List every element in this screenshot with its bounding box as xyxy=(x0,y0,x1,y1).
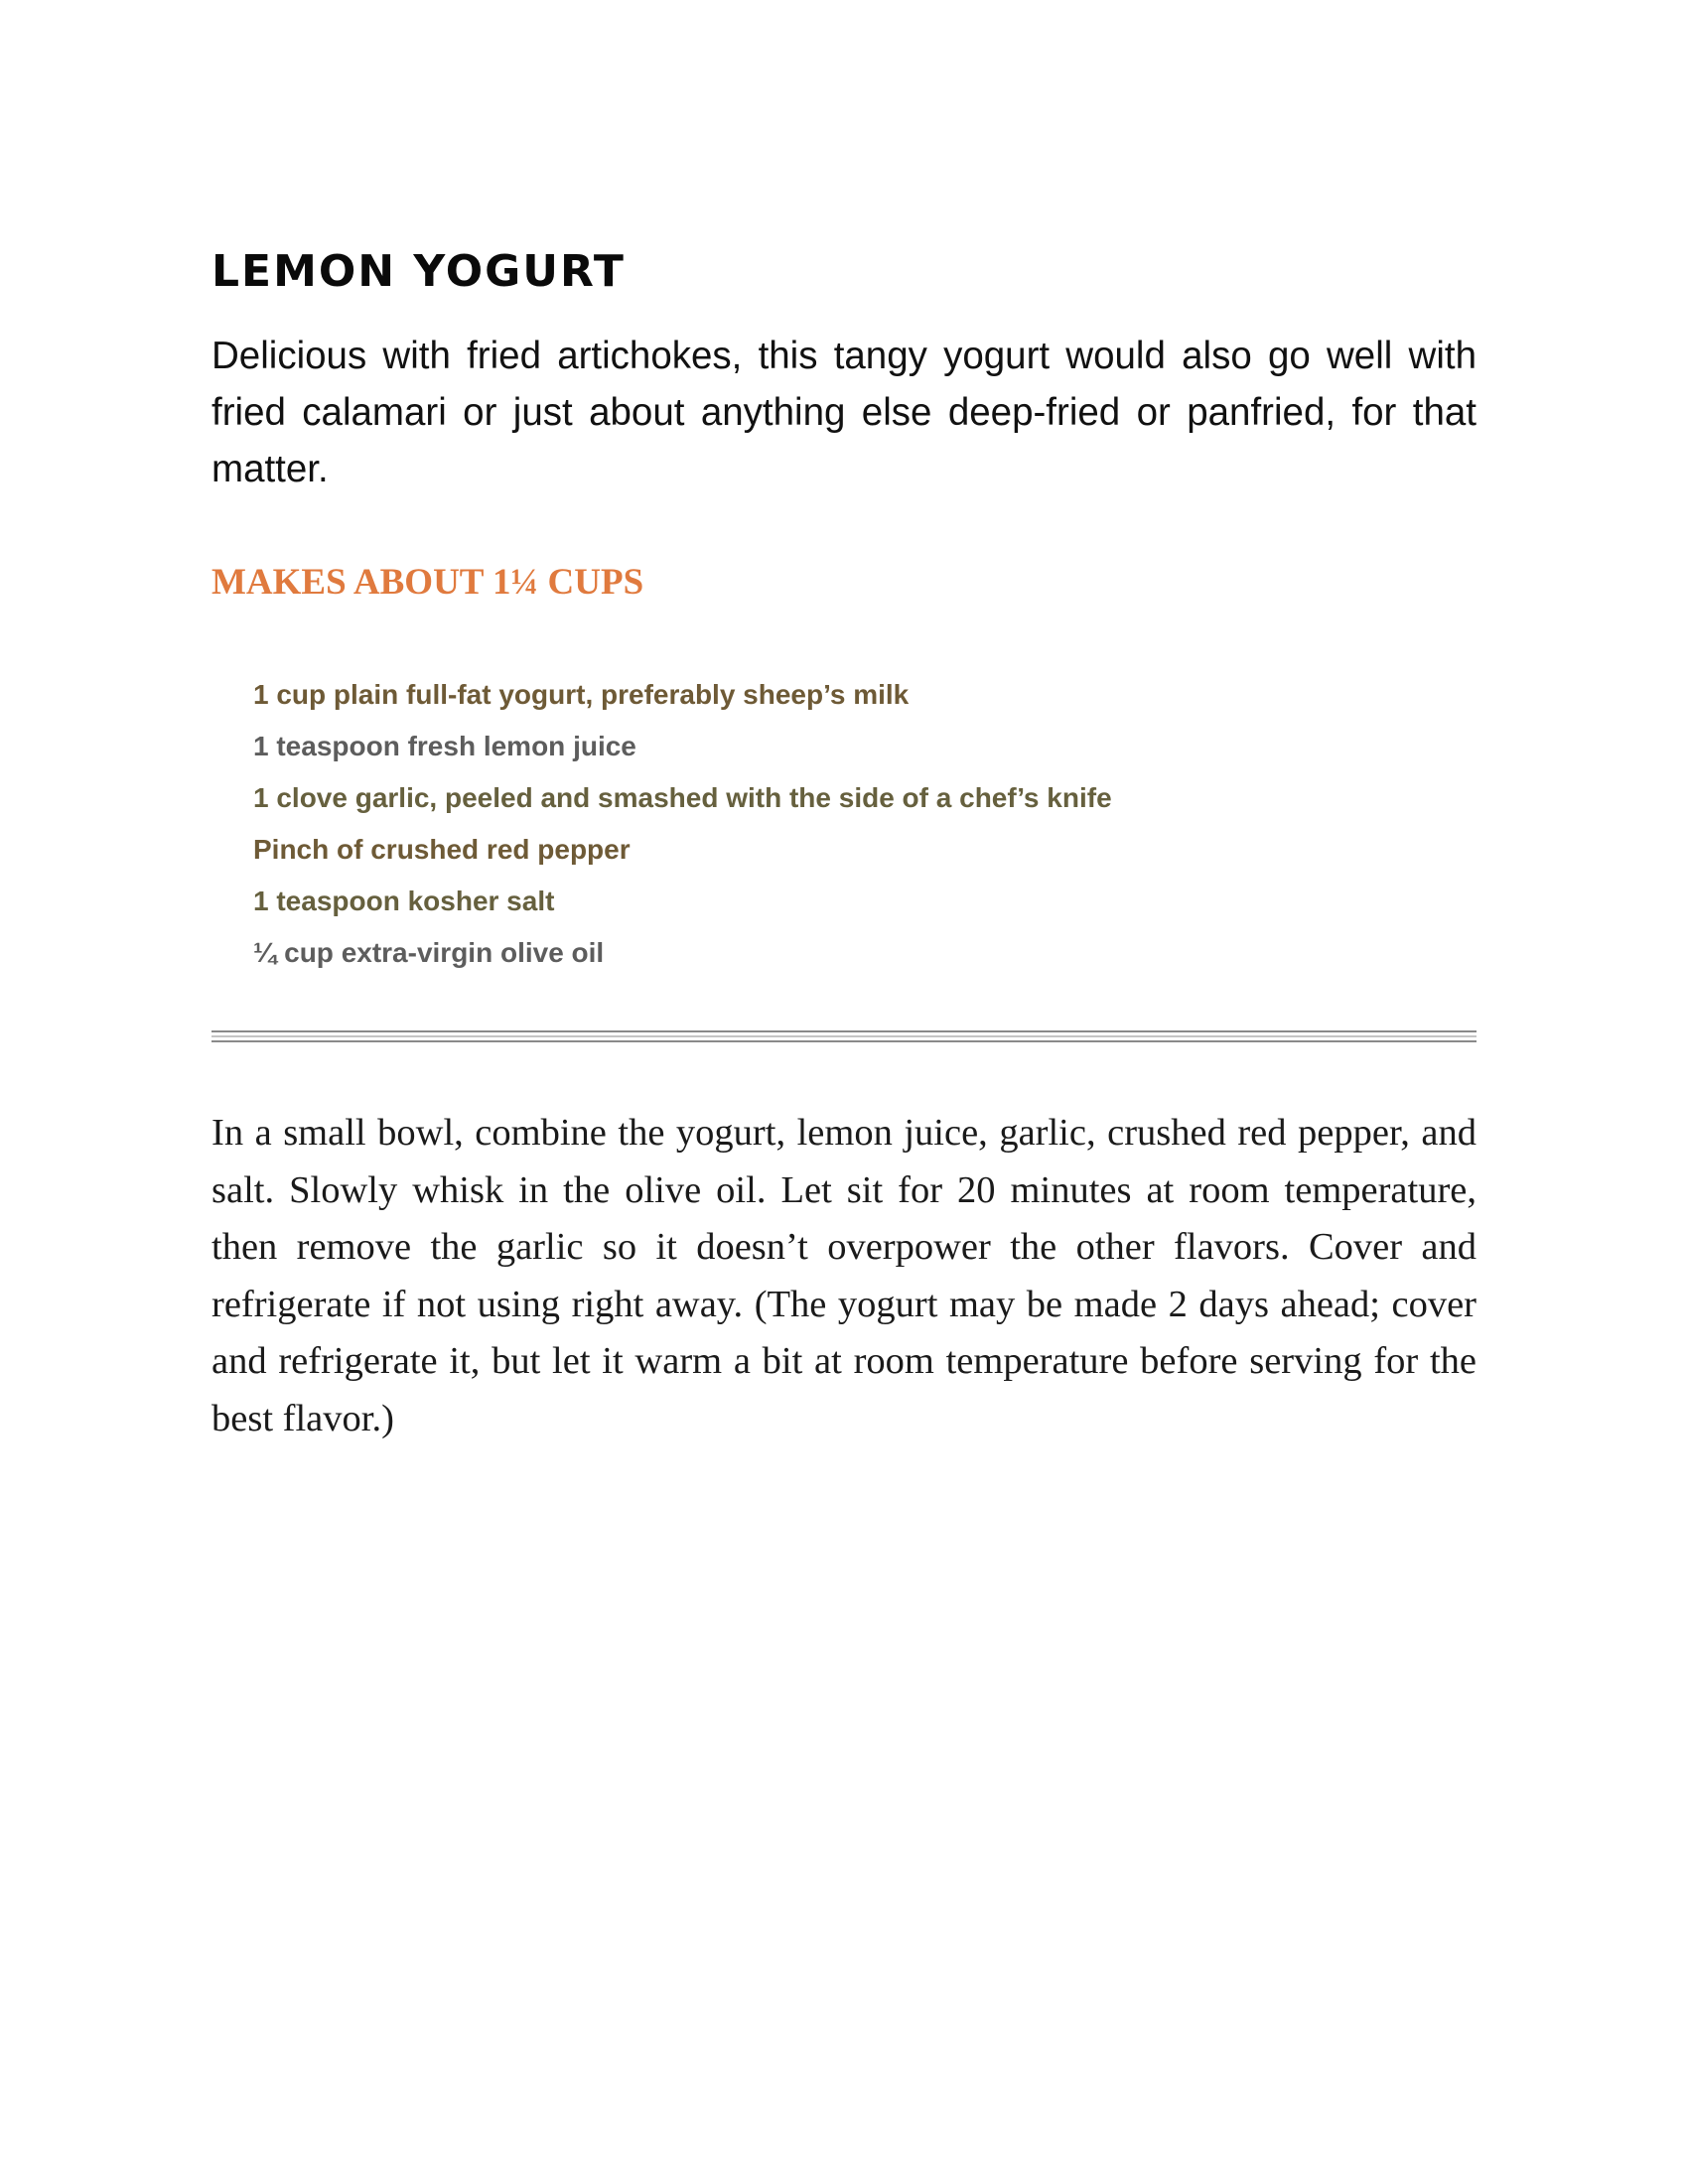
recipe-yield: MAKES ABOUT 1¼ CUPS xyxy=(211,562,644,603)
ingredient-list xyxy=(253,669,1112,979)
divider-line xyxy=(211,1030,1477,1032)
divider-line xyxy=(211,1035,1477,1037)
ingredient-item: 1 teaspoon kosher salt xyxy=(253,886,555,916)
recipe-method: In a small bowl, combine the yogurt, lemon juice, garlic, crushed red pepper, and salt. Slowly whisk in the olive oil. Let sit for 20 minutes at room temperature, then remove the garlic so it doesn’t overpower the other flavors. Cover and refrigerate if not using right away. (The yogurt may be made 2 days ahead; cover and refrigerate it, but let it warm a bit at room temperature before serving for the best flavor.) xyxy=(211,1112,1477,1439)
ingredient-item: 1 clove garlic, peeled and smashed with the side of a chef’s knife xyxy=(253,782,1112,813)
ingredient-item: 1 cup plain full-fat yogurt, preferably sheep’s milk xyxy=(253,679,910,710)
divider-line xyxy=(211,1040,1477,1042)
ingredient-item: 1 teaspoon fresh lemon juice xyxy=(253,731,636,761)
recipe-title: LEMON YOGURT xyxy=(211,246,626,297)
recipe-intro: Delicious with fried artichokes, this tangy yogurt would also go well with fried calamari or just about anything else deep-fried or panfried, for that matter. xyxy=(211,335,1477,490)
ingredient-item: ¼ cup extra-virgin olive oil xyxy=(253,937,605,968)
ingredient-item: Pinch of crushed red pepper xyxy=(253,834,631,865)
